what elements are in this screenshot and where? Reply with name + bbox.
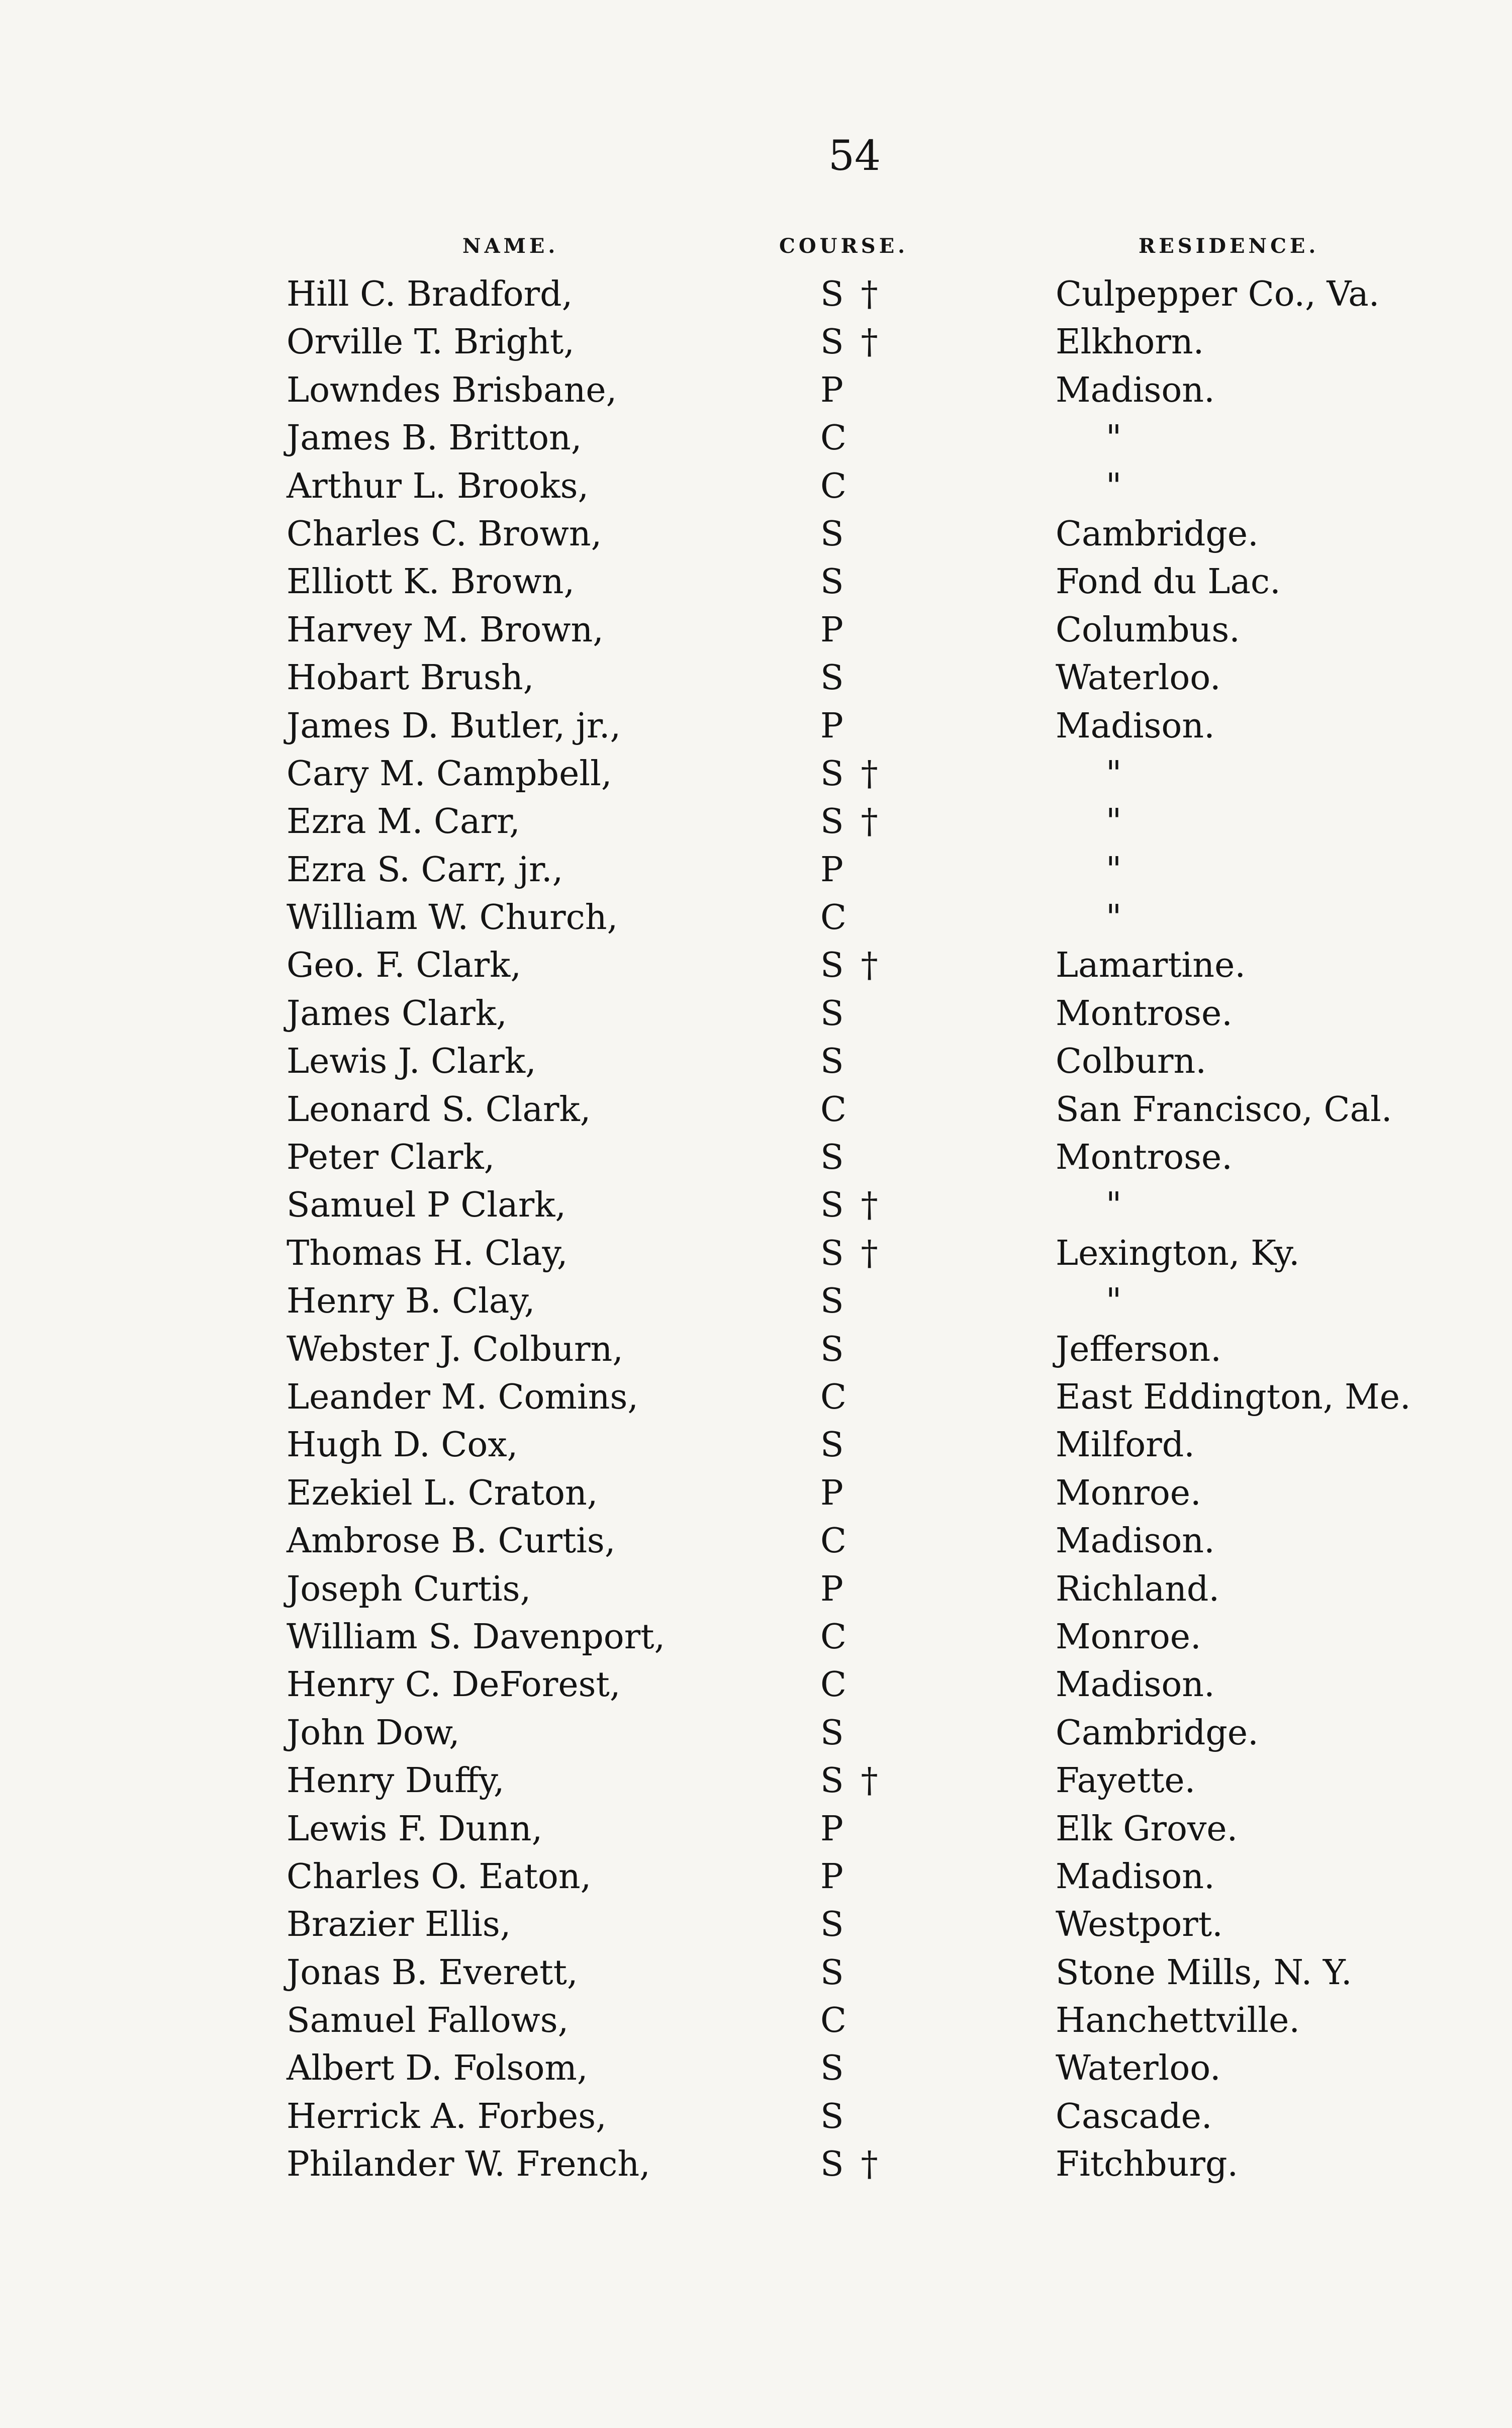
table-row — [0, 559, 1512, 607]
dagger-mark: † — [861, 946, 878, 986]
course-letter: S — [820, 2144, 844, 2185]
course-cell — [820, 610, 861, 650]
residence: Stone Mills, N. Y. — [1056, 1952, 1352, 1993]
table-row — [0, 1902, 1512, 1949]
course-letter: S — [820, 1713, 844, 1753]
residence: Lexington, Ky. — [1056, 1233, 1300, 1273]
student-name: James D. Butler, jr., — [287, 706, 621, 746]
student-name: Samuel Fallows, — [287, 2001, 569, 2041]
course-cell — [820, 1377, 864, 1417]
course-cell — [820, 322, 878, 362]
course-letter: S — [820, 1425, 844, 1465]
course-letter: P — [820, 1856, 843, 1897]
residence: Madison. — [1056, 1856, 1215, 1897]
course-letter: P — [820, 370, 843, 410]
course-cell — [820, 466, 864, 506]
table-row — [0, 895, 1512, 943]
course-cell — [820, 946, 878, 986]
course-letter: S — [820, 1329, 844, 1369]
student-name: John Dow, — [287, 1713, 460, 1753]
student-name: Peter Clark, — [287, 1138, 495, 1178]
table-row — [0, 1950, 1512, 1998]
table-row — [0, 1854, 1512, 1902]
course-cell — [820, 1185, 878, 1226]
student-name: Ezekiel L. Craton, — [287, 1473, 598, 1513]
table-row — [0, 415, 1512, 463]
table-row — [0, 1710, 1512, 1758]
table-row — [0, 1374, 1512, 1422]
student-name: Brazier Ellis, — [287, 1905, 511, 1945]
course-cell — [820, 1138, 861, 1178]
residence: Fayette. — [1056, 1761, 1196, 1801]
table-row — [0, 1470, 1512, 1518]
table-row — [0, 1614, 1512, 1662]
dagger-mark: † — [861, 1233, 878, 1273]
student-name: Lewis F. Dunn, — [287, 1809, 543, 1849]
course-letter: C — [820, 418, 847, 458]
student-name: Henry B. Clay, — [287, 1281, 535, 1322]
residence: Elkhorn. — [1056, 322, 1204, 362]
table-row — [0, 1422, 1512, 1470]
student-name: Albert D. Folsom, — [287, 2048, 588, 2089]
residence: Westport. — [1056, 1905, 1223, 1945]
student-name: Harvey M. Brown, — [287, 610, 604, 650]
course-cell — [820, 1425, 861, 1465]
course-letter: P — [820, 706, 843, 746]
residence: Waterloo. — [1056, 2048, 1221, 2089]
residence: Waterloo. — [1056, 658, 1221, 698]
course-cell — [820, 1521, 864, 1561]
course-cell — [820, 1856, 861, 1897]
residence: " — [1106, 802, 1122, 842]
residence: Culpepper Co., Va. — [1056, 274, 1380, 314]
residence: " — [1106, 898, 1122, 938]
dagger-mark: † — [861, 274, 878, 314]
student-list — [0, 271, 1512, 2190]
course-cell — [820, 1233, 878, 1273]
residence: " — [1106, 754, 1122, 794]
course-cell — [820, 2144, 878, 2185]
table-row — [0, 751, 1512, 799]
course-letter: C — [820, 466, 847, 506]
student-name: Ezra S. Carr, jr., — [287, 850, 563, 890]
course-letter: S — [820, 1952, 844, 1993]
student-name: William W. Church, — [287, 898, 618, 938]
student-name: Philander W. French, — [287, 2144, 650, 2185]
student-name: Webster J. Colburn, — [287, 1329, 623, 1369]
student-name: James Clark, — [287, 993, 507, 1034]
student-name: Henry Duffy, — [287, 1761, 505, 1801]
header-course: COURSE. — [779, 234, 909, 258]
table-row — [0, 2094, 1512, 2141]
student-name: Geo. F. Clark, — [287, 946, 522, 986]
student-name: Herrick A. Forbes, — [287, 2096, 607, 2136]
course-letter: S — [820, 946, 844, 986]
course-letter: S — [820, 1185, 844, 1226]
student-name: Charles O. Eaton, — [287, 1856, 592, 1897]
course-letter: C — [820, 1617, 847, 1657]
course-letter: C — [820, 1665, 847, 1705]
residence: " — [1106, 1185, 1122, 1226]
residence: Lamartine. — [1056, 946, 1246, 986]
course-cell — [820, 1952, 861, 1993]
course-letter: S — [820, 802, 844, 842]
dagger-mark: † — [861, 322, 878, 362]
student-name: Ambrose B. Curtis, — [287, 1521, 616, 1561]
course-cell — [820, 1809, 861, 1849]
course-letter: C — [820, 1377, 847, 1417]
course-letter: P — [820, 1473, 843, 1513]
table-row — [0, 943, 1512, 990]
student-name: Leonard S. Clark, — [287, 1089, 591, 1130]
dagger-mark: † — [861, 1185, 878, 1226]
table-row — [0, 2045, 1512, 2093]
page-number: 54 — [828, 132, 881, 180]
table-row — [0, 319, 1512, 367]
table-row — [0, 1806, 1512, 1854]
table-row — [0, 1758, 1512, 1806]
course-cell — [820, 514, 861, 554]
table-row — [0, 1518, 1512, 1566]
course-letter: P — [820, 1569, 843, 1609]
student-name: Hill C. Bradford, — [287, 274, 573, 314]
residence: Monroe. — [1056, 1617, 1201, 1657]
residence: Fond du Lac. — [1056, 562, 1281, 602]
course-cell — [820, 274, 878, 314]
table-row — [0, 1135, 1512, 1182]
table-row — [0, 1662, 1512, 1710]
student-name: Orville T. Bright, — [287, 322, 575, 362]
residence: San Francisco, Cal. — [1056, 1089, 1392, 1130]
table-row — [0, 991, 1512, 1039]
student-name: Lewis J. Clark, — [287, 1042, 536, 1082]
course-cell — [820, 2048, 861, 2089]
residence: Milford. — [1056, 1425, 1195, 1465]
residence: Madison. — [1056, 1665, 1215, 1705]
course-cell — [820, 1617, 864, 1657]
student-name: Hobart Brush, — [287, 658, 534, 698]
residence: Richland. — [1056, 1569, 1220, 1609]
course-cell — [820, 1761, 878, 1801]
course-letter: S — [820, 514, 844, 554]
course-cell — [820, 1665, 864, 1705]
residence: " — [1106, 1281, 1122, 1322]
student-name: Leander M. Comins, — [287, 1377, 638, 1417]
table-row — [0, 655, 1512, 703]
course-letter: S — [820, 322, 844, 362]
course-cell — [820, 850, 861, 890]
course-letter: S — [820, 1281, 844, 1322]
table-row — [0, 799, 1512, 847]
course-letter: S — [820, 274, 844, 314]
table-row — [0, 1278, 1512, 1326]
course-cell — [820, 706, 861, 746]
table-row — [0, 703, 1512, 751]
table-row — [0, 1998, 1512, 2045]
student-name: James B. Britton, — [287, 418, 582, 458]
residence: " — [1106, 466, 1122, 506]
student-name: Charles C. Brown, — [287, 514, 602, 554]
residence: Montrose. — [1056, 1138, 1233, 1178]
dagger-mark: † — [861, 802, 878, 842]
course-letter: P — [820, 610, 843, 650]
course-letter: S — [820, 658, 844, 698]
table-row — [0, 1039, 1512, 1086]
dagger-mark: † — [861, 1761, 878, 1801]
course-cell — [820, 1713, 861, 1753]
course-letter: C — [820, 1089, 847, 1130]
course-letter: S — [820, 1761, 844, 1801]
course-letter: C — [820, 2001, 847, 2041]
student-name: Ezra M. Carr, — [287, 802, 520, 842]
course-cell — [820, 1905, 861, 1945]
table-row — [0, 271, 1512, 319]
residence: East Eddington, Me. — [1056, 1377, 1411, 1417]
student-name: Jonas B. Everett, — [287, 1952, 578, 1993]
table-row — [0, 607, 1512, 655]
table-row — [0, 1327, 1512, 1374]
residence: Elk Grove. — [1056, 1809, 1238, 1849]
table-row — [0, 1566, 1512, 1614]
residence: Madison. — [1056, 706, 1215, 746]
header-name: NAME. — [462, 234, 559, 258]
course-cell — [820, 993, 861, 1034]
course-letter: C — [820, 1521, 847, 1561]
table-row — [0, 1087, 1512, 1135]
course-letter: P — [820, 1809, 843, 1849]
course-cell — [820, 658, 861, 698]
course-letter: S — [820, 2048, 844, 2089]
residence: Cambridge. — [1056, 1713, 1259, 1753]
table-row — [0, 463, 1512, 511]
course-cell — [820, 754, 878, 794]
course-letter: P — [820, 850, 843, 890]
course-cell — [820, 802, 878, 842]
residence: Hanchettville. — [1056, 2001, 1300, 2041]
student-name: Elliott K. Brown, — [287, 562, 575, 602]
residence: Fitchburg. — [1056, 2144, 1239, 2185]
residence: " — [1106, 418, 1122, 458]
course-cell — [820, 1473, 861, 1513]
student-name: Hugh D. Cox, — [287, 1425, 518, 1465]
dagger-mark: † — [861, 2144, 878, 2185]
header-residence: RESIDENCE. — [1139, 234, 1319, 258]
residence: Madison. — [1056, 370, 1215, 410]
student-name: Arthur L. Brooks, — [287, 466, 589, 506]
course-letter: S — [820, 1233, 844, 1273]
table-row — [0, 367, 1512, 415]
course-cell — [820, 1569, 861, 1609]
course-cell — [820, 1329, 861, 1369]
course-letter: S — [820, 562, 844, 602]
residence: Jefferson. — [1056, 1329, 1221, 1369]
student-name: Cary M. Campbell, — [287, 754, 612, 794]
course-cell — [820, 2001, 864, 2041]
student-name: Joseph Curtis, — [287, 1569, 531, 1609]
course-cell — [820, 418, 864, 458]
table-row — [0, 1182, 1512, 1230]
course-letter: S — [820, 2096, 844, 2136]
course-cell — [820, 1042, 861, 1082]
table-row — [0, 1231, 1512, 1278]
student-name: Henry C. DeForest, — [287, 1665, 621, 1705]
course-letter: S — [820, 1138, 844, 1178]
table-row — [0, 847, 1512, 895]
table-row — [0, 511, 1512, 559]
student-name: Lowndes Brisbane, — [287, 370, 617, 410]
course-cell — [820, 2096, 861, 2136]
course-letter: S — [820, 1042, 844, 1082]
course-letter: S — [820, 754, 844, 794]
residence: " — [1106, 850, 1122, 890]
dagger-mark: † — [861, 754, 878, 794]
residence: Montrose. — [1056, 993, 1233, 1034]
course-letter: S — [820, 993, 844, 1034]
residence: Madison. — [1056, 1521, 1215, 1561]
residence: Cascade. — [1056, 2096, 1212, 2136]
student-name: William S. Davenport, — [287, 1617, 666, 1657]
student-name: Thomas H. Clay, — [287, 1233, 568, 1273]
table-row — [0, 2141, 1512, 2189]
residence: Monroe. — [1056, 1473, 1201, 1513]
course-cell — [820, 370, 861, 410]
course-letter: C — [820, 898, 847, 938]
course-cell — [820, 1089, 864, 1130]
student-name: Samuel P Clark, — [287, 1185, 566, 1226]
residence: Colburn. — [1056, 1042, 1206, 1082]
course-letter: S — [820, 1905, 844, 1945]
course-cell — [820, 562, 861, 602]
course-cell — [820, 1281, 861, 1322]
residence: Cambridge. — [1056, 514, 1259, 554]
residence: Columbus. — [1056, 610, 1240, 650]
course-cell — [820, 898, 864, 938]
